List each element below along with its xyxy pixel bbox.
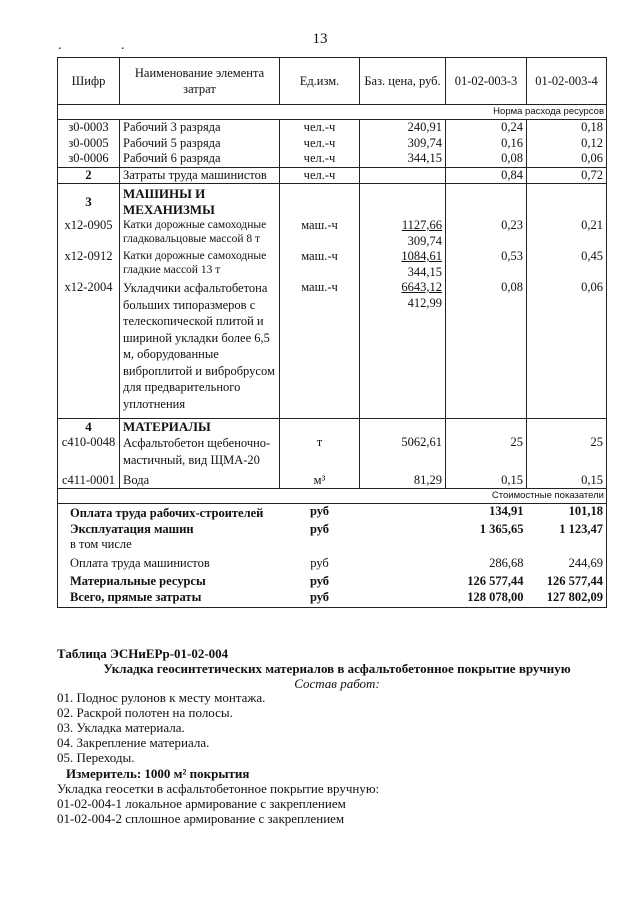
row-price-secondary: 309,74 — [407, 233, 442, 248]
row-unit: чел.-ч — [280, 136, 360, 152]
row-unit: м³ — [280, 469, 360, 489]
row-val2: 0,21 — [527, 218, 607, 249]
table-row — [58, 120, 607, 136]
totals-row — [58, 553, 607, 572]
table-row — [58, 435, 607, 469]
row-name: Рабочий 6 разряда — [120, 151, 280, 167]
header-col2: 01-02-003-4 — [527, 58, 607, 105]
totals-row — [58, 537, 607, 553]
row-val2: 0,15 — [527, 469, 607, 489]
row-name: Рабочий 5 разряда — [120, 136, 280, 152]
totals-row — [58, 522, 607, 538]
total-val2: 244,69 — [527, 553, 607, 572]
row-code: 2 — [58, 167, 120, 184]
total-unit: руб — [309, 521, 330, 536]
list-item: 01-02-004-2 сплошное армирование с закреплением — [57, 811, 345, 826]
section-machines-row — [58, 184, 607, 219]
band-cost: Стоимостные показатели — [58, 489, 607, 504]
band-cost-row — [58, 489, 607, 504]
row-name: Укладчики асфальтобетона больших типоразмеров с телескопической плитой и шириной укладки более 6,5 м, оборудованные виброплитой и вибробрусом для предварительного уплотнения — [120, 280, 280, 419]
row-code: с410-0048 — [58, 435, 120, 469]
total-unit: руб — [309, 504, 330, 518]
works-list — [57, 690, 617, 765]
list-item: 01. Подноc рулонов к месту монтажа. — [57, 690, 266, 705]
row-code: х12-2004 — [58, 280, 120, 419]
row-val2: 0,72 — [527, 167, 607, 184]
row-name: Вода — [120, 469, 280, 489]
row-code: х12-0912 — [58, 249, 120, 280]
description — [57, 781, 617, 826]
resource-table — [57, 57, 607, 608]
row-name: Асфальтобетон щебеночно-мастичный, вид ЩМА-20 — [120, 435, 280, 469]
row-val2: 0,06 — [527, 151, 607, 167]
list-item: 02. Раскрой полотен на полосы. — [57, 705, 233, 720]
total-val1: 126 577,44 — [467, 574, 524, 588]
row-unit: маш.-ч — [280, 218, 360, 249]
band-norm: Норма расхода ресурсов — [58, 105, 607, 120]
row-name: Рабочий 3 разряда — [120, 120, 280, 136]
row-val2: 0,06 — [527, 280, 607, 419]
row-unit: чел.-ч — [280, 151, 360, 167]
section-title: МАТЕРИАЛЫ — [120, 419, 280, 435]
corner-marks: . . — [58, 38, 153, 53]
row-unit: маш.-ч — [280, 249, 360, 280]
header-unit: Ед.изм. — [280, 58, 360, 105]
row-price: 6643,12 — [401, 280, 442, 294]
header-price: Баз. цена, руб. — [360, 58, 446, 105]
row-val1: 0,15 — [446, 469, 527, 489]
total-label: Всего, прямые затраты — [58, 590, 280, 608]
list-item: 01-02-004-1 локальное армирование с закреплением — [57, 796, 346, 811]
row-price: 1084,61 — [401, 249, 442, 263]
total-label: Эксплуатация машин — [58, 522, 280, 538]
total-val2: 126 577,44 — [527, 571, 607, 590]
totals-row — [58, 504, 607, 522]
total-unit: руб — [280, 590, 360, 608]
total-unit: руб — [310, 555, 329, 570]
row-val2: 25 — [527, 435, 607, 469]
row-unit: чел.-ч — [280, 167, 360, 184]
subtitle: Укладка геосинтетических материалов в асфальтобетонное покрытие вручную — [103, 661, 571, 676]
table-row — [58, 249, 607, 280]
list-item: 05. Переходы. — [57, 750, 135, 765]
row-val1: 0,23 — [446, 218, 527, 249]
table-row — [58, 218, 607, 249]
total-val1: 134,91 — [489, 504, 524, 518]
row-price: 5062,61 — [360, 435, 446, 469]
row-code: х12-0905 — [58, 218, 120, 249]
row-name: Катки дорожные самоходные гладкие массой 13 т — [120, 249, 280, 280]
total-val2: 101,18 — [527, 504, 607, 522]
page-number: 13 — [312, 31, 328, 47]
table-row — [58, 280, 607, 419]
total-val2: 127 802,09 — [527, 590, 607, 608]
total-label: в том числе — [58, 537, 280, 553]
table-title: Таблица ЭСНиЕРр-01-02-004 — [57, 646, 229, 661]
row-val2: 0,12 — [527, 136, 607, 152]
list-item: 03. Укладка материала. — [57, 720, 185, 735]
row-unit: маш.-ч — [280, 280, 360, 419]
row-val1: 0,16 — [446, 136, 527, 152]
row-code: з0-0003 — [58, 120, 120, 136]
total-label: Оплата труда рабочих-строителей — [58, 504, 280, 522]
total-val1: 128 078,00 — [446, 590, 527, 608]
row-val1: 0,08 — [446, 151, 527, 167]
works-heading: Состав работ: — [294, 676, 380, 691]
total-val1: 1 365,65 — [479, 521, 524, 536]
row-price-secondary: 344,15 — [407, 264, 442, 279]
row-unit: чел.-ч — [280, 120, 360, 136]
totals-row — [58, 571, 607, 590]
row-code: з0-0005 — [58, 136, 120, 152]
row-unit: т — [280, 435, 360, 469]
row-price-secondary: 412,99 — [407, 295, 442, 310]
table-row — [58, 469, 607, 489]
row-val1: 25 — [446, 435, 527, 469]
total-label: Оплата труда машинистов — [58, 553, 280, 572]
row-price: 344,15 — [360, 151, 446, 167]
total-unit: руб — [309, 574, 330, 588]
section-code: 4 — [58, 419, 120, 435]
table-header-row — [58, 58, 607, 105]
table-row — [58, 151, 607, 167]
section-code: 3 — [58, 184, 120, 219]
total-val1: 286,68 — [489, 555, 524, 570]
row-val2: 0,18 — [527, 120, 607, 136]
row-code: з0-0006 — [58, 151, 120, 167]
section-materials-row — [58, 419, 607, 435]
machinist-row — [58, 167, 607, 184]
header-code: Шифр — [58, 58, 120, 105]
row-val1: 0,08 — [446, 280, 527, 419]
row-name: Затраты труда машинистов — [120, 167, 280, 184]
table-row — [58, 136, 607, 152]
header-col1: 01-02-003-3 — [446, 58, 527, 105]
total-label: Материальные ресурсы — [58, 571, 280, 590]
row-val2: 0,45 — [527, 249, 607, 280]
row-price: 1127,66 — [401, 218, 442, 232]
row-price: 240,91 — [360, 120, 446, 136]
total-val2: 1 123,47 — [527, 522, 607, 538]
list-item: 04. Закрепление материала. — [57, 735, 210, 750]
measure: Измеритель: 1000 м² покрытия — [66, 766, 250, 781]
list-item: Укладка геосетки в асфальтобетонное покрытие вручную: — [57, 781, 380, 796]
row-code: с411-0001 — [58, 469, 120, 489]
totals-row — [58, 590, 607, 608]
section-title: МАШИНЫ И МЕХАНИЗМЫ — [120, 184, 280, 219]
row-val1: 0,84 — [446, 167, 527, 184]
row-val1: 0,24 — [446, 120, 527, 136]
band-norm-row — [58, 105, 607, 120]
row-name: Катки дорожные самоходные гладковальцовые массой 8 т — [120, 218, 280, 249]
row-price: 81,29 — [360, 469, 446, 489]
row-price: 309,74 — [360, 136, 446, 152]
row-val1: 0,53 — [446, 249, 527, 280]
header-name: Наименование элемента затрат — [120, 58, 280, 105]
